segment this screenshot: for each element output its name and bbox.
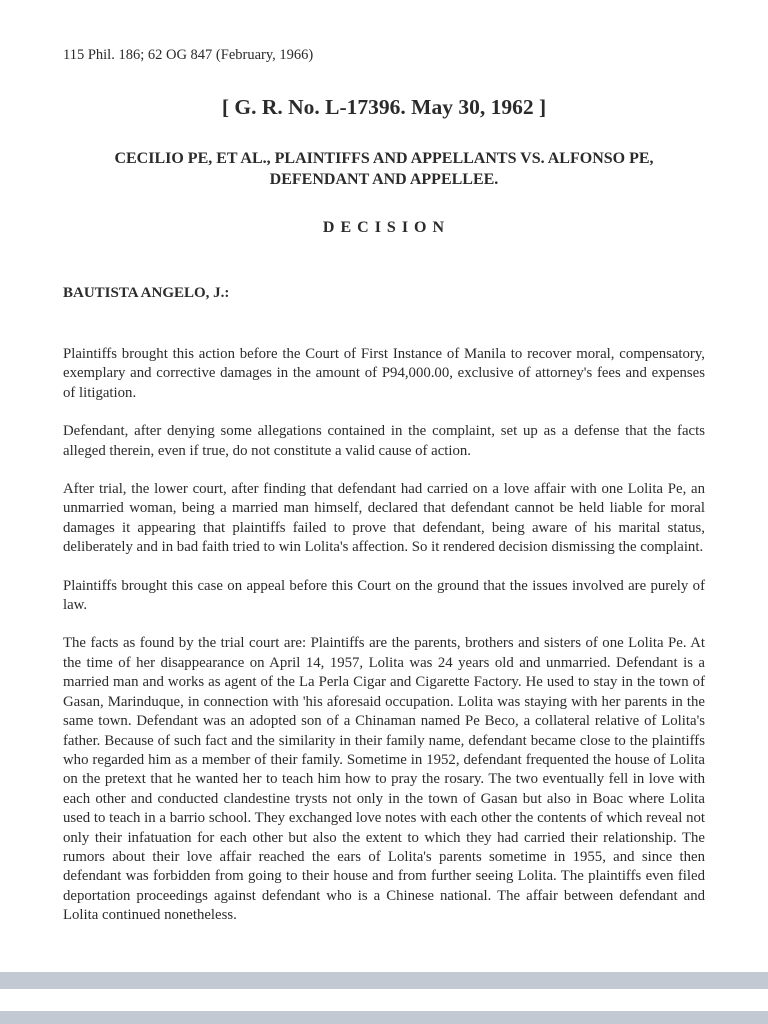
body-paragraph: Defendant, after denying some allegations contained in the complaint, set up as a defense that the facts alleged therein, even if true, do not constitute a valid cause of action. — [63, 423, 705, 459]
case-parties-title: CECILIO PE, ET AL., PLAINTIFFS AND APPELLANTS VS. ALFONSO PE, DEFENDANT AND APPELLEE. — [114, 150, 654, 188]
decision-heading: D E C I S I O N — [322, 219, 446, 236]
case-number-title: [ G. R. No. L-17396. May 30, 1962 ] — [221, 95, 547, 119]
body-paragraph: Plaintiffs brought this action before the Court of First Instance of Manila to recover moral, compensatory, exemplary and corrective damages in the amount of P94,000.00, exclusive of attorney's fees and expenses of litigation. — [63, 346, 705, 401]
document-page-next — [0, 989, 768, 1011]
body-paragraph: Plaintiffs brought this case on appeal before this Court on the ground that the issues involved are purely of law. — [63, 577, 705, 614]
citation-line: 115 Phil. 186; 62 OG 847 (February, 1966) — [63, 47, 314, 63]
ponente-line: BAUTISTA ANGELO, J.: — [63, 285, 230, 301]
body-paragraph: After trial, the lower court, after finding that defendant had carried on a love affair with one Lolita Pe, an unmarried woman, being a married man himself, declared that defendant cannot be held liable for moral damages it appearing that plaintiffs failed to prove that defendant, being aware of his marital status, deliberately and in bad faith tried to win Lolita's affection. So it rendered decision dismissing the complaint. — [63, 481, 705, 556]
page-gap — [0, 972, 768, 989]
body-paragraph: The facts as found by the trial court are: Plaintiffs are the parents, brothers and sisters of one Lolita Pe. At the time of her disappearance on April 14, 1957, Lolita was 24 years old and unmarried. Defendant is a married man and works as agent of the La Perla Cigar and Cigarette Factory. He used to stay in the town of Gasan, Marinduque, in connection with 'his aforesaid occupation. Lolita was staying with her parents in the same town. Defendant was an adopted son of a Chinaman named Pe Beco, a collateral relative of Lolita's father. Because of such fact and the similarity in their family name, defendant became close to the plaintiffs who regarded him as a member of their family. Sometime in 1952, defendant frequented the house of Lolita on the pretext that he wanted her to teach him how to pray the rosary. The two eventually fell in love with each other and conducted clandestine trysts not only in the town of Gasan but also in Boac where Lolita used to teach in a barrio school. They exchanged love notes with each other the contents of which reveal not only their infatuation for each other but also the extent to which they had carried their relationship. The rumors about their love affair reached the ears of Lolita's parents sometime in 1955, and since then defendant was forbidden from going to their house and from further seeing Lolita. The plaintiffs even filed deportation proceedings against defendant who is a Chinese national. The affair between defendant and Lolita continued nonetheless. — [63, 635, 705, 924]
